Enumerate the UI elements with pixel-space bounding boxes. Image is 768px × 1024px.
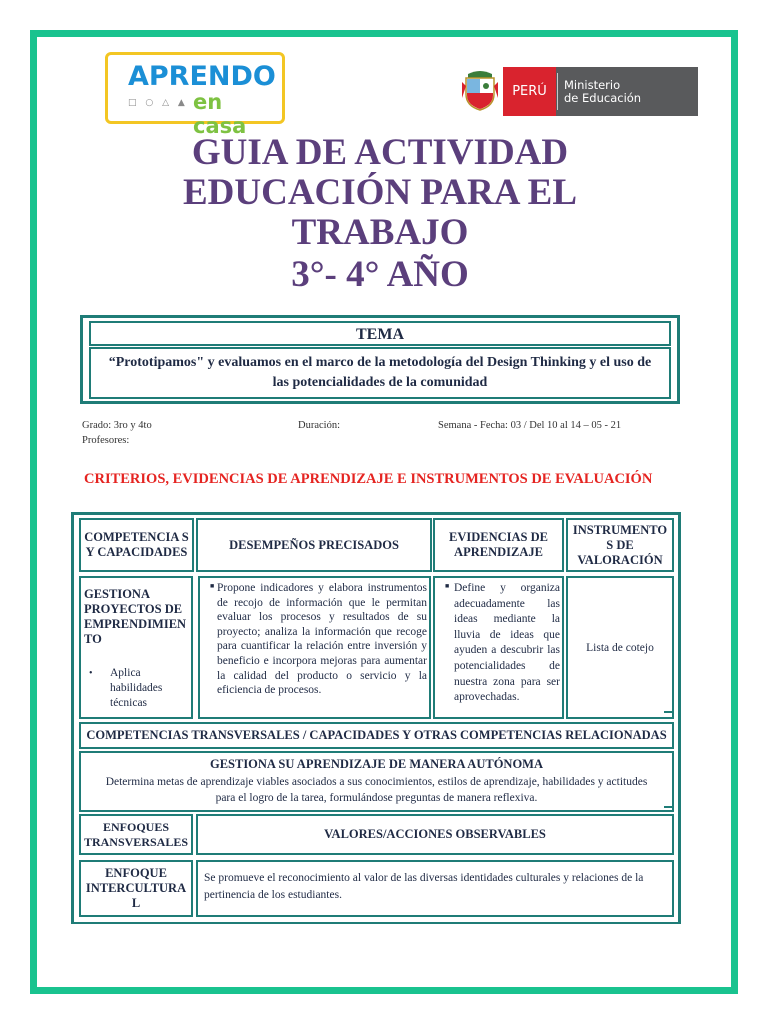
table-accent	[664, 711, 674, 713]
ministry-divider	[557, 73, 558, 110]
peru-brand-block: PERÚ	[503, 67, 556, 116]
autonoma-cell	[79, 751, 674, 812]
bullet-icon: ■	[445, 582, 450, 590]
tema-heading: TEMA	[89, 321, 671, 346]
autonoma-heading: GESTIONA SU APRENDIZAJE DE MANERA AUTÓNOMA	[209, 757, 544, 771]
desempeno-text: Propone indicadores y elabora instrumentos de recojo de información que le permitan evaluar los procesos y resultados de su proyecto; analiza la información que recoge para cuantificar la relación entre inversión y beneficio e incorpora mejoras para aumentar la calidad del producto o servicio y la eficiencia de procesos.	[217, 582, 427, 697]
competencia-cell	[79, 576, 193, 719]
logo-text-aprendo: APRENDO	[128, 61, 276, 92]
evidencia-text: Define y organiza adecuadamente las ideas mediante la lluvia de ideas que ayuden a descubrir las potencialidades de nuestra zona para ser aprovechadas.	[454, 582, 560, 704]
valores-heading: VALORES/ACCIONES OBSERVABLES	[196, 814, 674, 855]
document-title	[90, 133, 670, 295]
title-line-3: TRABAJO	[291, 212, 469, 253]
bullet-icon: •	[89, 668, 93, 679]
duracion-text: Duración:	[298, 420, 340, 431]
ministry-line1: Ministerio	[564, 78, 621, 92]
title-line-4: 3°- 4° AÑO	[291, 254, 469, 295]
table-accent	[664, 806, 674, 808]
grado-text: Grado: 3ro y 4to	[82, 420, 152, 431]
header-competencias: COMPETENCIA S Y CAPACIDADES	[79, 518, 194, 572]
header-desempenos: DESEMPEÑOS PRECISADOS	[196, 518, 432, 572]
enfoque-name: ENFOQUE INTERCULTURA L	[79, 860, 193, 917]
criterios-heading: CRITERIOS, EVIDENCIAS DE APRENDIZAJE E INSTRUMENTOS DE EVALUACIÓN	[84, 471, 653, 487]
transversales-heading: COMPETENCIAS TRANSVERSALES / CAPACIDADES Y OTRAS COMPETENCIAS RELACIONADAS	[79, 722, 674, 749]
profesores-text: Profesores:	[82, 435, 130, 446]
table-bottom-border	[71, 922, 681, 924]
enfoque-text: Se promueve el reconocimiento al valor de las diversas identidades culturales y relaciones de la pertinencia de los estudiantes.	[196, 860, 674, 917]
logo-text-en-casa: en casa	[193, 90, 247, 138]
bullet-icon: ■	[210, 582, 215, 590]
capacidad-text: Aplica habilidades técnicas	[110, 667, 163, 709]
ministry-line2: de Educación	[564, 91, 642, 105]
autonoma-text: Determina metas de aprendizaje viables asociados a sus conocimientos, estilos de aprendizaje, habilidades y actitudes para el logro de la tarea, formulándose preguntas de manera reflexiva.	[105, 776, 648, 804]
instrumento-cell: Lista de cotejo	[566, 576, 674, 719]
enfoques-heading: ENFOQUES TRANSVERSALES	[79, 814, 193, 855]
header-evidencias: EVIDENCIAS DE APRENDIZAJE	[433, 518, 564, 572]
tema-text: “Prototipamos" y evaluamos en el marco de la metodología del Design Thinking y el uso de las potencialidades de la comunidad	[89, 347, 671, 399]
semana-fecha-text: Semana - Fecha: 03 / Del 10 al 14 – 05 - 21	[438, 420, 622, 431]
peru-coat-of-arms-icon	[460, 68, 500, 112]
title-line-1: GUIA DE ACTIVIDAD	[191, 132, 569, 173]
competencia-name: GESTIONA PROYECTOS DE EMPRENDIMIEN TO	[84, 587, 187, 646]
title-line-2: EDUCACIÓN PARA EL	[182, 172, 577, 213]
ministry-brand-block	[556, 67, 698, 116]
evidencia-cell	[433, 576, 564, 719]
header-instrumentos: INSTRUMENTO S DE VALORACIÓN	[566, 518, 674, 572]
desempeno-cell	[198, 576, 431, 719]
aprendo-en-casa-logo	[105, 52, 285, 138]
logo-shapes: □ ○ △ ▲	[128, 98, 188, 108]
